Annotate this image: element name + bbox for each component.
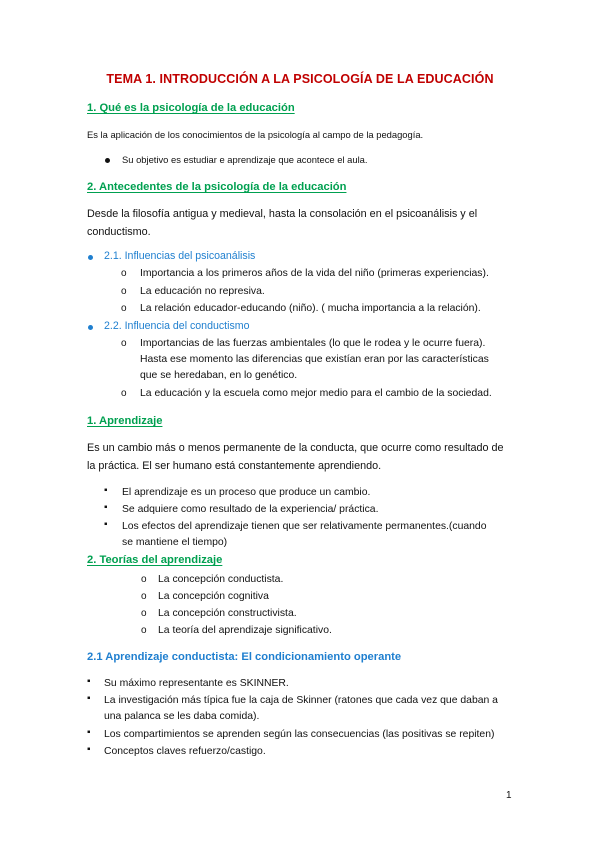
section-1-bullet: Su objetivo es estudiar e aprendizaje que acontece el aula. bbox=[122, 154, 368, 165]
list-item: Importancias de las fuerzas ambientales (lo que le rodea y le ocurre fuera). bbox=[140, 338, 486, 349]
bullet-square-icon: ▪ bbox=[87, 744, 91, 755]
bullet-o-icon: o bbox=[141, 574, 147, 585]
bullet-dot bbox=[88, 255, 93, 260]
section-2-heading: 2. Antecedentes de la psicología de la educación bbox=[87, 181, 347, 193]
list-item-continued: Hasta ese momento las diferencias que existían eran por las características bbox=[140, 354, 489, 365]
section-3-text-line1: Es un cambio más o menos permanente de la conducta, que ocurre como resultado de bbox=[87, 442, 504, 454]
bullet-square-icon: ▪ bbox=[87, 727, 91, 738]
section-3-heading: 1. Aprendizaje bbox=[87, 415, 163, 427]
list-item: Su máximo representante es SKINNER. bbox=[104, 678, 289, 689]
list-item: La relación educador-educando (niño). ( mucha importancia a la relación). bbox=[140, 303, 481, 314]
section-1-heading: 1. Qué es la psicología de la educación bbox=[87, 102, 295, 114]
list-item-continued: que se heredaban, en lo genético. bbox=[140, 370, 298, 381]
bullet-dot bbox=[105, 158, 110, 163]
bullet-square-icon: ▪ bbox=[104, 502, 108, 513]
section-1-text: Es la aplicación de los conocimientos de la psicología al campo de la pedagogía. bbox=[87, 129, 424, 140]
bullet-o-icon: o bbox=[121, 286, 127, 297]
list-item: Se adquiere como resultado de la experiencia/ práctica. bbox=[122, 504, 379, 515]
section-5-heading: 2.1 Aprendizaje conductista: El condicionamiento operante bbox=[87, 651, 402, 663]
bullet-o-icon: o bbox=[121, 338, 127, 349]
bullet-square-icon: ▪ bbox=[104, 519, 108, 530]
list-item: Conceptos claves refuerzo/castigo. bbox=[104, 746, 266, 757]
section-2-text-line1: Desde la filosofía antigua y medieval, hasta la consolación en el psicoanálisis y el bbox=[87, 208, 478, 220]
page-title: TEMA 1. INTRODUCCIÓN A LA PSICOLOGÍA DE LA EDUCACIÓN bbox=[106, 72, 494, 86]
list-item: El aprendizaje es un proceso que produce un cambio. bbox=[122, 487, 371, 498]
subsection-2-2-label: 2.2. Influencia del conductismo bbox=[104, 320, 250, 332]
bullet-o-icon: o bbox=[121, 268, 127, 279]
bullet-o-icon: o bbox=[121, 303, 127, 314]
bullet-dot bbox=[88, 325, 93, 330]
section-3-text-line2: la práctica. El ser humano está constantemente aprendiendo. bbox=[87, 460, 382, 472]
section-4-heading: 2. Teorías del aprendizaje bbox=[87, 554, 223, 566]
bullet-o-icon: o bbox=[141, 608, 147, 619]
list-item: La concepción constructivista. bbox=[158, 608, 297, 619]
list-item: Importancia a los primeros años de la vida del niño (primeras experiencias). bbox=[140, 268, 489, 279]
bullet-square-icon: ▪ bbox=[87, 693, 91, 704]
bullet-o-icon: o bbox=[121, 388, 127, 399]
bullet-square-icon: ▪ bbox=[87, 676, 91, 687]
list-item-continued: se mantiene el tiempo) bbox=[122, 537, 228, 548]
list-item: La educación no represiva. bbox=[140, 286, 265, 297]
bullet-o-icon: o bbox=[141, 625, 147, 636]
list-item: La investigación más típica fue la caja de Skinner (ratones que cada vez que daban a bbox=[104, 695, 498, 706]
list-item: La concepción conductista. bbox=[158, 574, 284, 585]
list-item: Los compartimientos se aprenden según las consecuencias (las positivas se repiten) bbox=[104, 729, 495, 740]
list-item: La educación y la escuela como mejor medio para el cambio de la sociedad. bbox=[140, 388, 492, 399]
bullet-o-icon: o bbox=[141, 591, 147, 602]
list-item: La teoría del aprendizaje significativo. bbox=[158, 625, 332, 636]
list-item: Los efectos del aprendizaje tienen que ser relativamente permanentes.(cuando bbox=[122, 521, 487, 532]
subsection-2-1-label: 2.1. Influencias del psicoanálisis bbox=[104, 250, 256, 262]
list-item-continued: una palanca se les daba comida). bbox=[104, 711, 260, 722]
list-item: La concepción cognitiva bbox=[158, 591, 269, 602]
section-2-text-line2: conductismo. bbox=[87, 226, 151, 238]
page-number: 1 bbox=[506, 790, 512, 801]
bullet-square-icon: ▪ bbox=[104, 485, 108, 496]
